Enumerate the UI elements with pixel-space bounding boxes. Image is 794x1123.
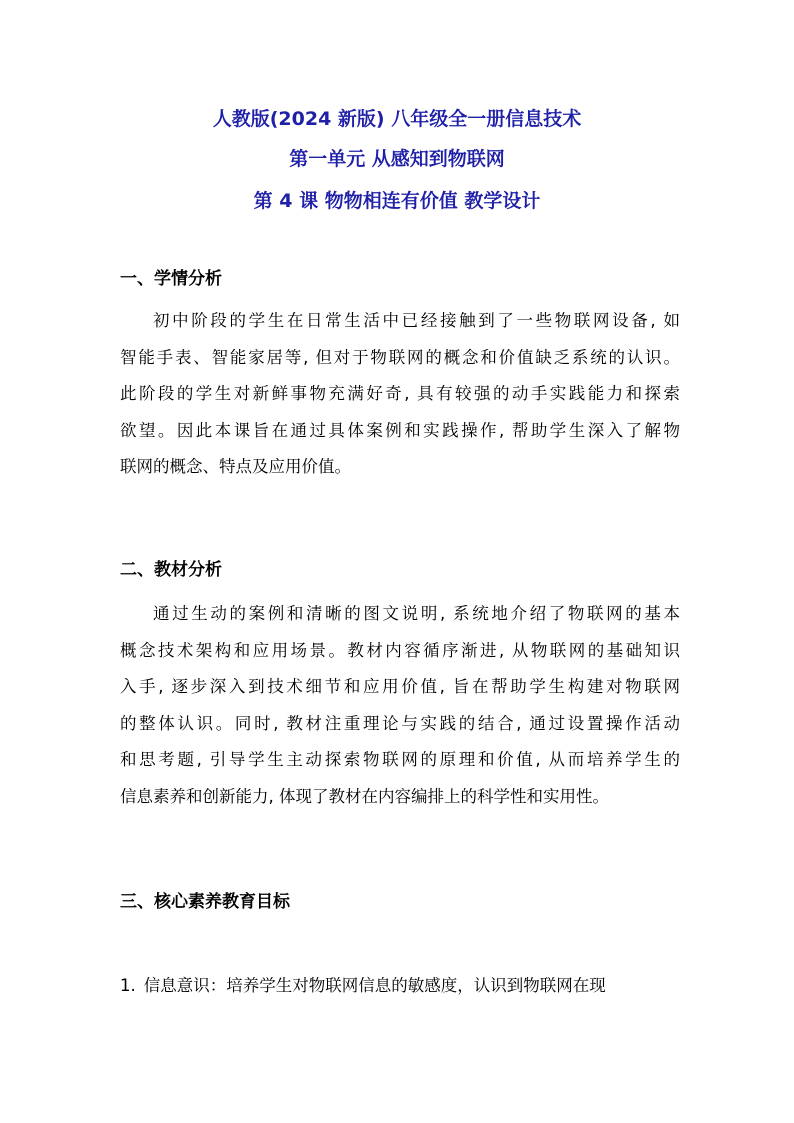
paragraph-line: 概念技术架构和应用场景。教材内容循序渐进, 从物联网的基础知识 [120,640,680,660]
paragraph-line: 信息素养和创新能力, 体现了教材在内容编排上的科学性和实用性。 [120,786,609,806]
paragraph-line: 通过生动的案例和清晰的图文说明, 系统地介绍了物联网的基本 [153,604,680,623]
paragraph-line: 智能手表、智能家居等, 但对于物联网的概念和价值缺乏系统的认识。 [120,347,680,367]
paragraph-line: 联网的概念、特点及应用价值。 [120,457,351,476]
section-heading-core-goals: 三、核心素养教育目标 [120,892,290,912]
paragraph-line: 和思考题, 引导学生主动探索物联网的原理和价值, 从而培养学生的 [120,750,680,769]
paragraph-line: 入手, 逐步深入到技术细节和应用价值, 旨在帮助学生构建对物联网 [120,677,680,696]
goal-text: 信息意识：培养学生对物联网信息的敏感度，认识到物联网在现 [143,976,606,995]
section-heading-learner-analysis: 一、学情分析 [120,269,222,289]
document-title-lesson: 第 4 课 物物相连有价值 教学设计 [253,190,541,212]
paragraph-line: 的整体认识。同时, 教材注重理论与实践的结合, 通过设置操作活动 [120,713,680,733]
document-title-unit: 第一单元 从感知到物联网 [289,148,505,170]
section-heading-textbook-analysis: 二、教材分析 [120,560,222,580]
learner-analysis-paragraph [120,303,680,486]
paragraph-line: 此阶段的学生对新鲜事物充满好奇, 具有较强的动手实践能力和探索 [120,384,680,403]
paragraph-line: 初中阶段的学生在日常生活中已经接触到了一些物联网设备, 如 [153,311,680,330]
goal-item-information-awareness [120,971,680,1001]
document-title-textbook: 人教版(2024 新版) 八年级全一册信息技术 [212,108,582,130]
textbook-analysis-paragraph [120,596,680,815]
paragraph-line: 欲望。因此本课旨在通过具体案例和实践操作, 帮助学生深入了解物 [120,420,680,440]
goal-number: 1. [120,976,136,995]
